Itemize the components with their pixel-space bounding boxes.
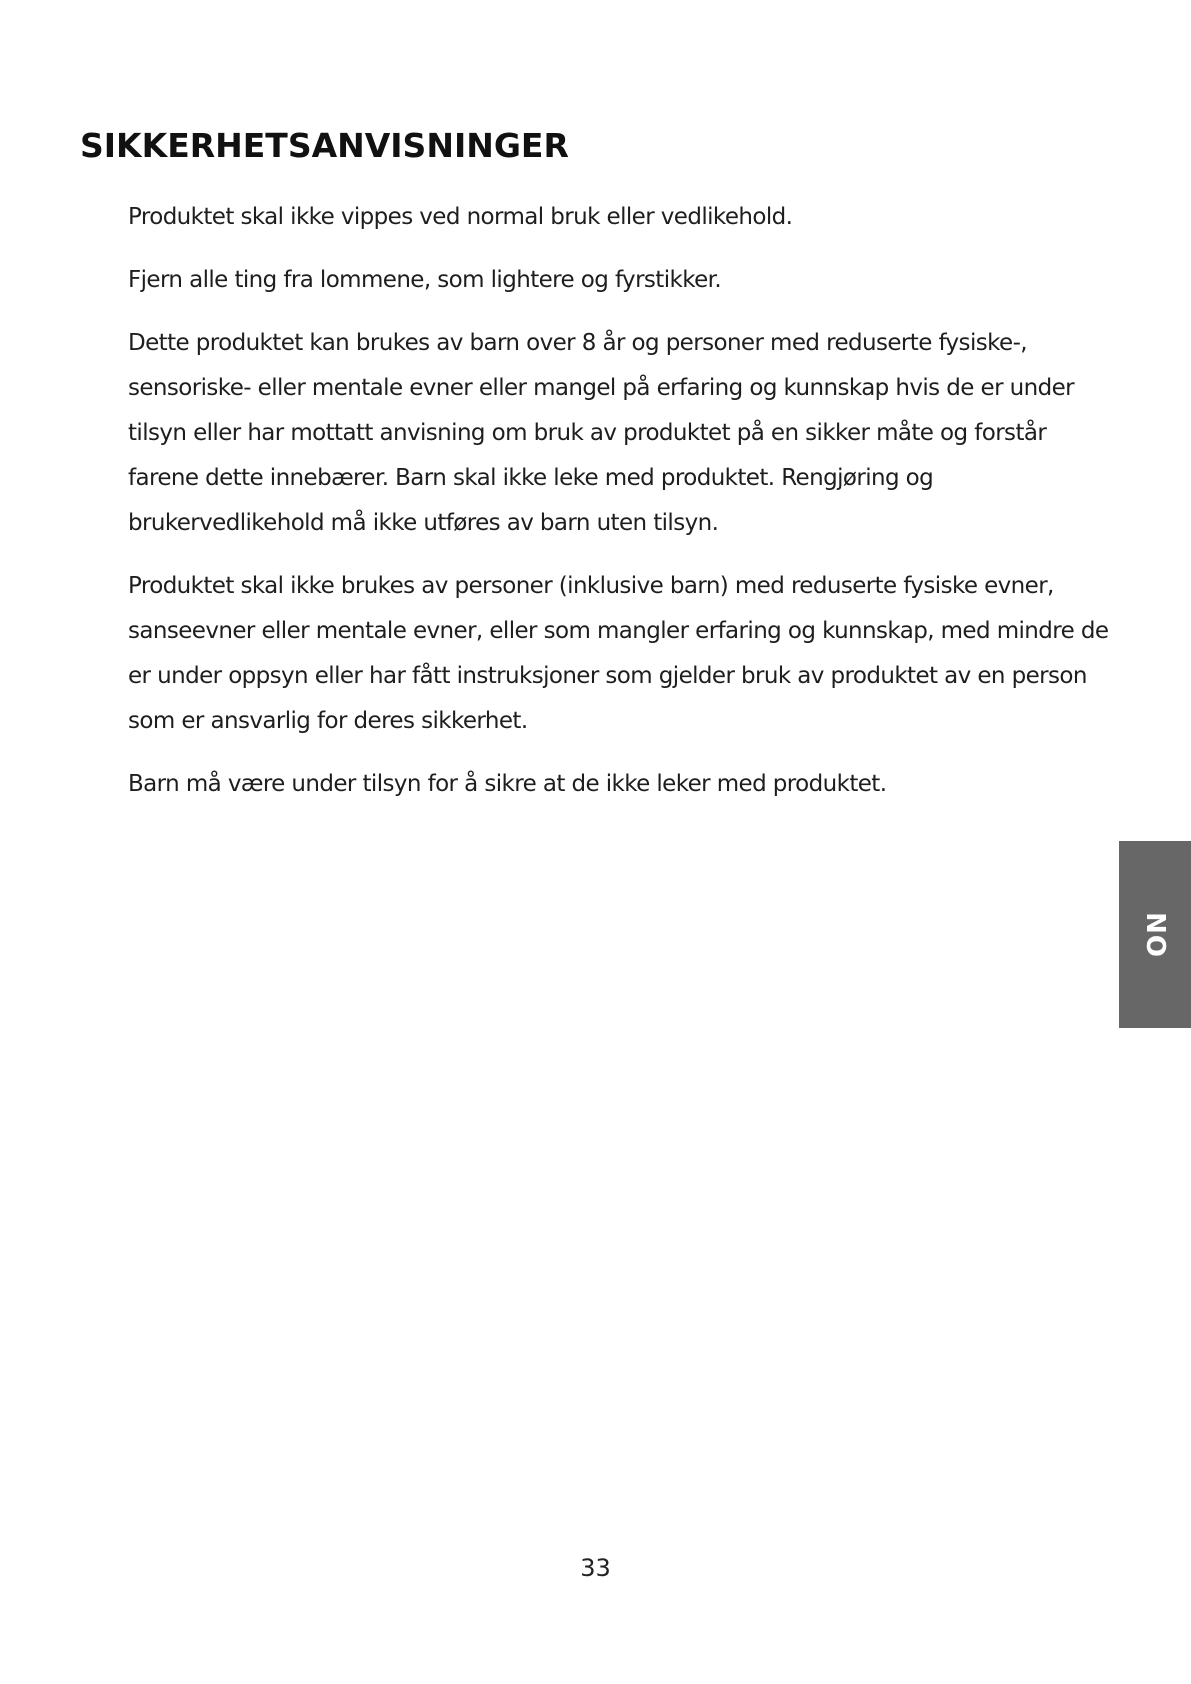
paragraph-no-tipping: Produktet skal ikke vippes ved normal bruk eller vedlikehold. [128, 204, 793, 230]
page-title: SIKKERHETSANVISNINGER [80, 126, 569, 165]
paragraph-children-over-8: Dette produktet kan brukes av barn over 8 år og personer med reduserte fysiske-, sensoriske- eller mentale evner eller mangel på erfaring og kunnskap hvis de er under tilsyn eller har mottatt anvisning om bruk av produktet på en sikker måte og forstår farene dette innebærer. Barn skal ikke leke med produktet. Rengjøring og brukervedlikehold må ikke utføres av barn uten tilsyn. [128, 330, 1075, 536]
paragraph-reduced-abilities: Produktet skal ikke brukes av personer (inklusive barn) med reduserte fysiske evner, sanseevner eller mentale evner, eller som mangler erfaring og kunnskap, med mindre de er under oppsyn eller har fått instruksjoner som gjelder bruk av produktet av en person som er ansvarlig for deres sikkerhet. [128, 573, 1109, 734]
language-tab-label: NO [1140, 911, 1170, 958]
safety-instructions-body [128, 195, 1118, 825]
paragraph-empty-pockets: Fjern alle ting fra lommene, som lightere og fyrstikker. [128, 267, 722, 293]
language-tab [1119, 841, 1191, 1028]
paragraph-supervise-children: Barn må være under tilsyn for å sikre at de ikke leker med produktet. [128, 771, 887, 797]
page-number: 33 [580, 1554, 611, 1582]
